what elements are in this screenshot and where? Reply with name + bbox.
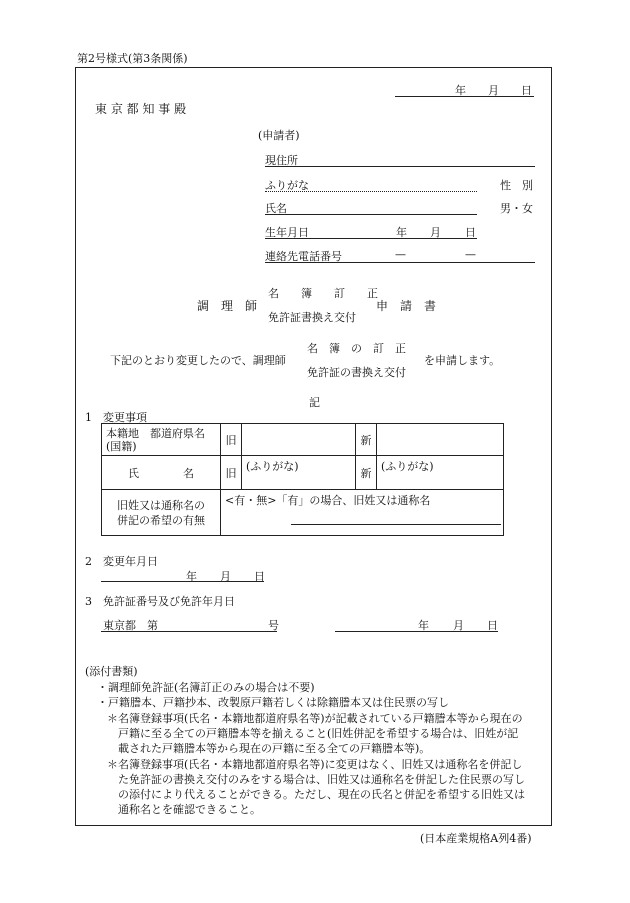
phone-dash-1: — <box>395 248 406 261</box>
row1-old-mark: 旧 <box>221 424 242 456</box>
request-prefix: 下記のとおり変更したので、調理師 <box>110 354 286 367</box>
furigana-dotline <box>265 191 477 192</box>
title-bottom: 免許証書換え交付 <box>268 311 356 324</box>
row1-label-a: 本籍地 都道府県名 <box>106 426 205 440</box>
section2-month: 月 <box>220 570 231 583</box>
table-row <box>102 456 504 490</box>
birth-month: 月 <box>430 226 441 239</box>
phone-label: 連絡先電話番号 <box>265 250 342 263</box>
row3-label-b: 併記の希望の有無 <box>117 513 205 527</box>
table-row <box>102 424 504 456</box>
section3-number-underline <box>101 631 277 632</box>
request-suffix: を申請します。 <box>424 354 501 367</box>
attachment-item: ・戸籍謄本、戸籍抄本、改製原戸籍若しくは除籍謄本又は住民票の写し <box>97 696 449 709</box>
section3-title: 3 免許証番号及び免許年月日 <box>85 595 235 608</box>
footer-note: (日本産業規格A列4番) <box>420 832 532 845</box>
birth-day: 日 <box>465 226 476 239</box>
section3-year: 年 <box>418 619 429 632</box>
row1-new-mark: 新 <box>356 424 377 456</box>
date-underline <box>395 96 534 97</box>
note1-line: 載された戸籍謄本等から現在の戸籍に至る全ての戸籍謄本等)。 <box>118 742 431 755</box>
row2-old-furigana: (ふりがな) <box>242 456 356 490</box>
note1-line: ＊名簿登録事項(氏名・本籍地都道府県名等)が記載されている戸籍謄本等から現在の <box>107 712 523 725</box>
note2-line: た免許証の書換え交付のみをする場合は、旧姓又は通称名を併記した住民票の写し <box>118 773 525 786</box>
phone-underline <box>265 262 535 263</box>
title-left: 調 理 師 <box>197 299 258 313</box>
section3-month: 月 <box>453 619 464 632</box>
row2-new-furigana: (ふりがな) <box>377 456 504 490</box>
title-top: 名 簿 訂 正 <box>268 287 378 300</box>
row2-new-mark: 新 <box>356 456 377 490</box>
birth-year: 年 <box>396 226 407 239</box>
sex-label: 性 別 <box>500 179 533 192</box>
row1-label-b: (国籍) <box>106 439 137 453</box>
row2-old-mark: 旧 <box>221 456 242 490</box>
section3-day: 日 <box>487 619 498 632</box>
note1-line: 戸籍に至る全ての戸籍謄本等を揃えること(旧姓併記を希望する場合は、旧姓が記 <box>118 727 519 740</box>
note2-line: ＊名簿登録事項(氏名・本籍地都道府県名等)に変更はなく、旧姓又は通称名を併記し <box>107 758 523 771</box>
date-month: 月 <box>488 84 499 97</box>
note2-line: の添付により代えることができる。ただし、現在の氏名と併記を希望する旧姓又は <box>118 788 525 801</box>
ki-label: 記 <box>309 396 320 409</box>
section2-title: 2 変更年月日 <box>85 555 158 568</box>
furigana-label: ふりがな <box>265 179 309 192</box>
request-bottom: 免許証の書換え交付 <box>307 366 406 379</box>
birthdate-underline <box>265 238 477 239</box>
request-top: 名 簿 の 訂 正 <box>307 342 406 355</box>
row3-underline <box>291 524 501 525</box>
phone-dash-2: — <box>465 248 476 261</box>
sex-options: 男・女 <box>500 202 533 215</box>
section2-day: 日 <box>254 570 265 583</box>
section2-year: 年 <box>186 570 197 583</box>
address-underline <box>265 166 535 167</box>
row3-content-cell <box>221 490 504 536</box>
row1-new-value <box>377 424 504 456</box>
section3-pref: 東京都 第 <box>103 619 158 632</box>
address-label: 現住所 <box>265 154 298 167</box>
section3-date-underline <box>335 631 498 632</box>
name-underline <box>265 214 477 215</box>
row1-old-value <box>242 424 356 456</box>
note2-line: 通称名とを確認できること。 <box>118 803 261 816</box>
applicant-heading: (申請者) <box>258 129 300 142</box>
row2-label: 氏 名 <box>102 456 221 490</box>
table-row <box>102 490 504 536</box>
form-number: 第2号様式(第3条関係) <box>77 52 188 65</box>
date-day: 日 <box>521 84 532 97</box>
section2-underline <box>101 581 264 582</box>
addressee: 東 京 都 知 事 殿 <box>95 102 187 116</box>
date-year: 年 <box>455 84 466 97</box>
row3-content: <有・無>「有」の場合、旧姓又は通称名 <box>225 494 431 507</box>
title-right: 申 請 書 <box>376 299 437 313</box>
birthdate-label: 生年月日 <box>265 226 309 239</box>
row3-label <box>102 490 221 536</box>
row3-label-a: 旧姓又は通称名の <box>117 498 205 512</box>
attachment-item: ・調理師免許証(名簿訂正のみの場合は不要) <box>97 681 315 694</box>
changes-table <box>101 423 504 536</box>
section3-number-suffix: 号 <box>268 619 279 632</box>
attachments-heading: (添付書類) <box>85 665 138 678</box>
name-label: 氏名 <box>265 202 287 215</box>
section1-title: 1 変更事項 <box>85 411 147 424</box>
row1-label <box>102 424 221 456</box>
